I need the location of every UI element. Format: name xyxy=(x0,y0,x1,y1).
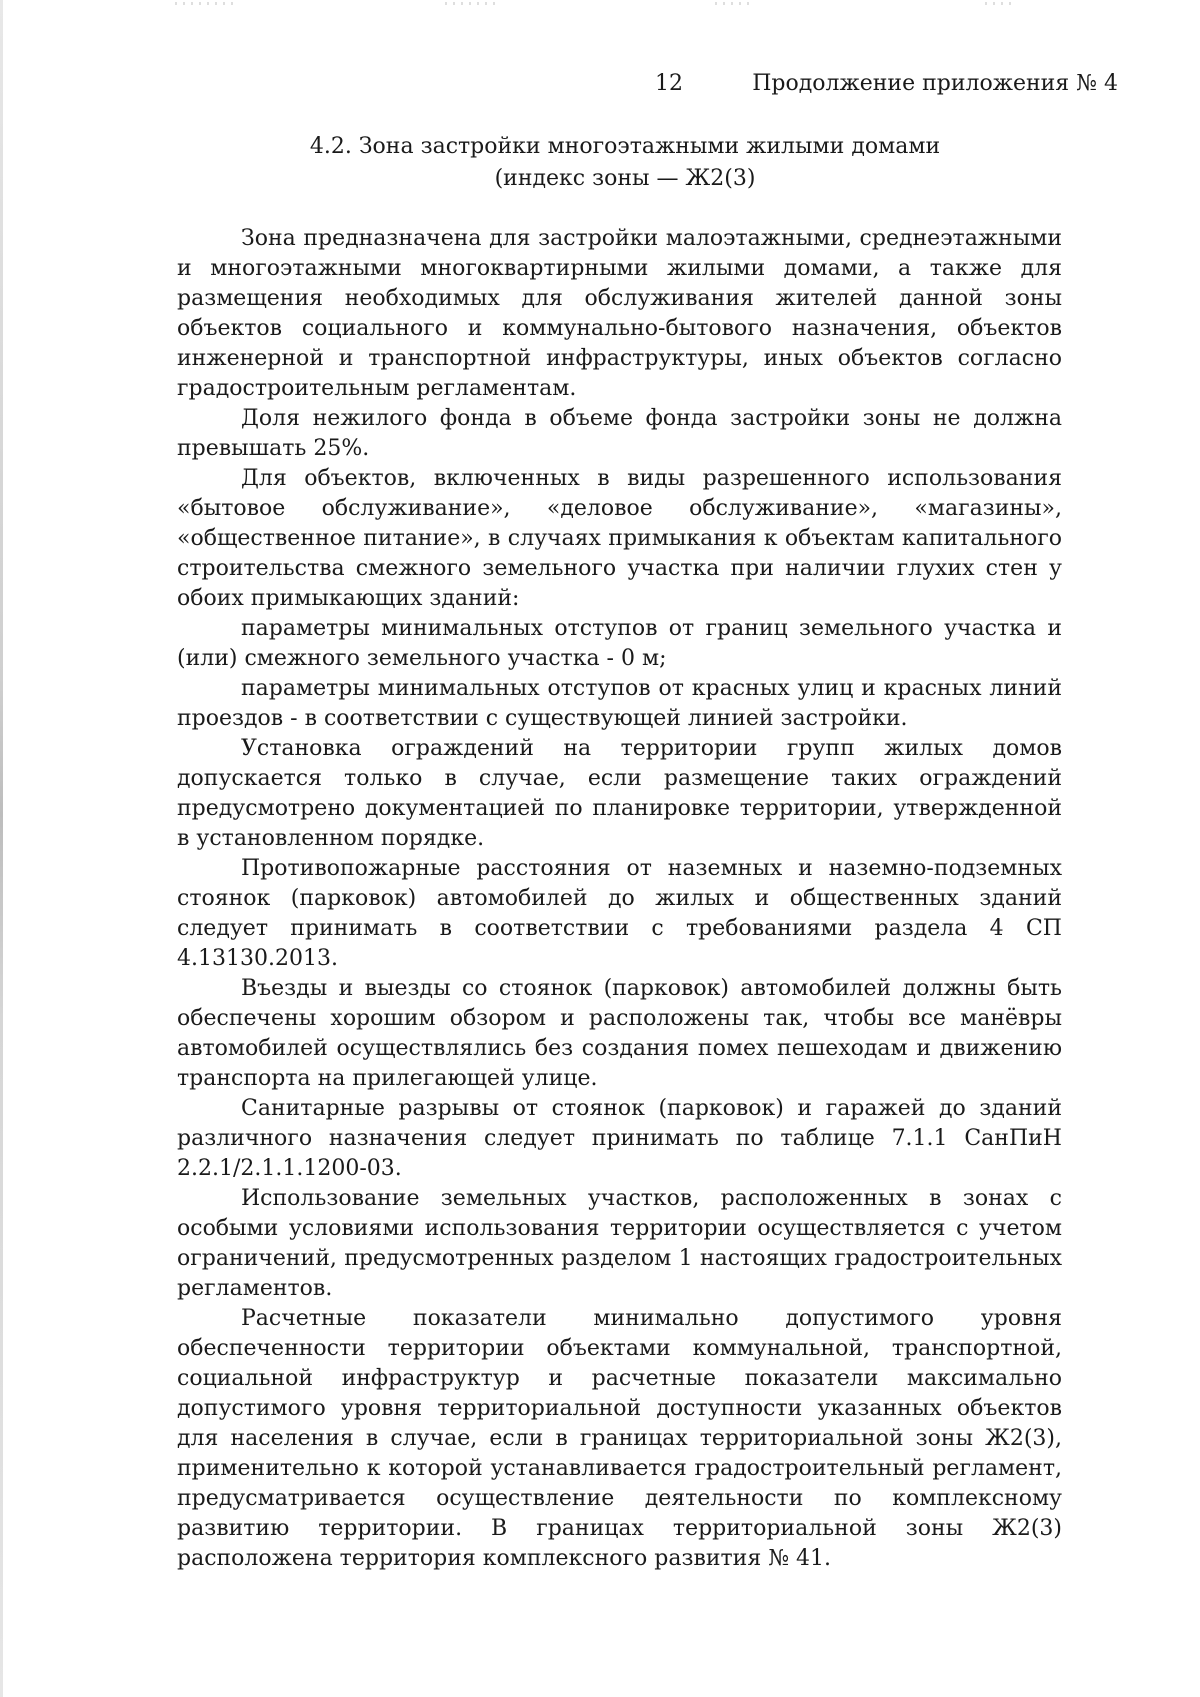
paragraph: параметры минимальных отступов от границ земельного участка и (или) смежного земельного участка - 0 м; xyxy=(177,616,1062,671)
scan-artifact xyxy=(985,2,1015,5)
scan-artifact xyxy=(445,2,495,5)
scan-artifact xyxy=(715,2,755,5)
paragraph: Установка ограждений на территории групп жилых домов допускается только в случае, если размещение таких ограждений предусмотрено документацией по планировке территории, утвержденной в установленном порядке. xyxy=(177,736,1062,851)
paragraph: Противопожарные расстояния от наземных и наземно-подземных стоянок (парковок) автомобилей до жилых и общественных зданий следует принимать в соответствии с требованиями раздела 4 СП 4.13130.2013. xyxy=(177,856,1062,971)
continuation-label: Продолжение приложения № 4 xyxy=(752,71,1118,96)
scan-artifact xyxy=(175,2,235,5)
section-title-line: 4.2. Зона застройки многоэтажными жилыми домами xyxy=(309,134,941,159)
paragraph: Санитарные разрывы от стоянок (парковок) и гаражей до зданий различного назначения следует принимать по таблице 7.1.1 СанПиН 2.2.1/2.1.1.1200-03. xyxy=(177,1096,1062,1181)
paragraph: Въезды и выезды со стоянок (парковок) автомобилей должны быть обеспечены хорошим обзором и расположены так, чтобы все манёвры автомобилей осуществлялись без создания помех пешеходам и движению транспорта на прилегающей улице. xyxy=(177,976,1062,1091)
paragraph: Доля нежилого фонда в объеме фонда застройки зоны не должна превышать 25%. xyxy=(177,406,1062,461)
paragraph: Зона предназначена для застройки малоэтажными, среднеэтажными и многоэтажными многоквартирными жилыми домами, а также для размещения необходимых для обслуживания жителей данной зоны объектов социального и коммунально-бытового назначения, объектов инженерной и транспортной инфраструктуры, иных объектов согласно градостроительным регламентам. xyxy=(177,226,1062,401)
page-number: 12 xyxy=(655,71,683,96)
document-body xyxy=(177,224,1062,1574)
paragraph: Расчетные показатели минимально допустимого уровня обеспеченности территории объектами коммунальной, транспортной, социальной инфраструктур и расчетные показатели максимально допустимого уровня территориальной доступности указанных объектов для населения в случае, если в границах территориальной зоны Ж2(3), применительно к которой устанавливается градостроительный регламент, предусматривается осуществление деятельности по комплексному развитию территории. В границах территориальной зоны Ж2(3) расположена территория комплексного развития № 41. xyxy=(177,1306,1062,1571)
section-title xyxy=(180,131,1070,195)
page-header xyxy=(0,66,1200,102)
paragraph: Использование земельных участков, расположенных в зонах с особыми условиями использования территории осуществляется с учетом ограничений, предусмотренных разделом 1 настоящих градостроительных регламентов. xyxy=(177,1186,1062,1301)
paragraph: Для объектов, включенных в виды разрешенного использования «бытовое обслуживание», «деловое обслуживание», «магазины», «общественное питание», в случаях примыкания к объектам капитального строительства смежного земельного участка при наличии глухих стен у обоих примыкающих зданий: xyxy=(177,466,1062,611)
scan-edge-shadow xyxy=(0,0,3,1697)
section-subtitle-line: (индекс зоны — Ж2(3) xyxy=(494,166,756,191)
paragraph: параметры минимальных отступов от красных улиц и красных линий проездов - в соответствии с существующей линией застройки. xyxy=(177,676,1062,731)
